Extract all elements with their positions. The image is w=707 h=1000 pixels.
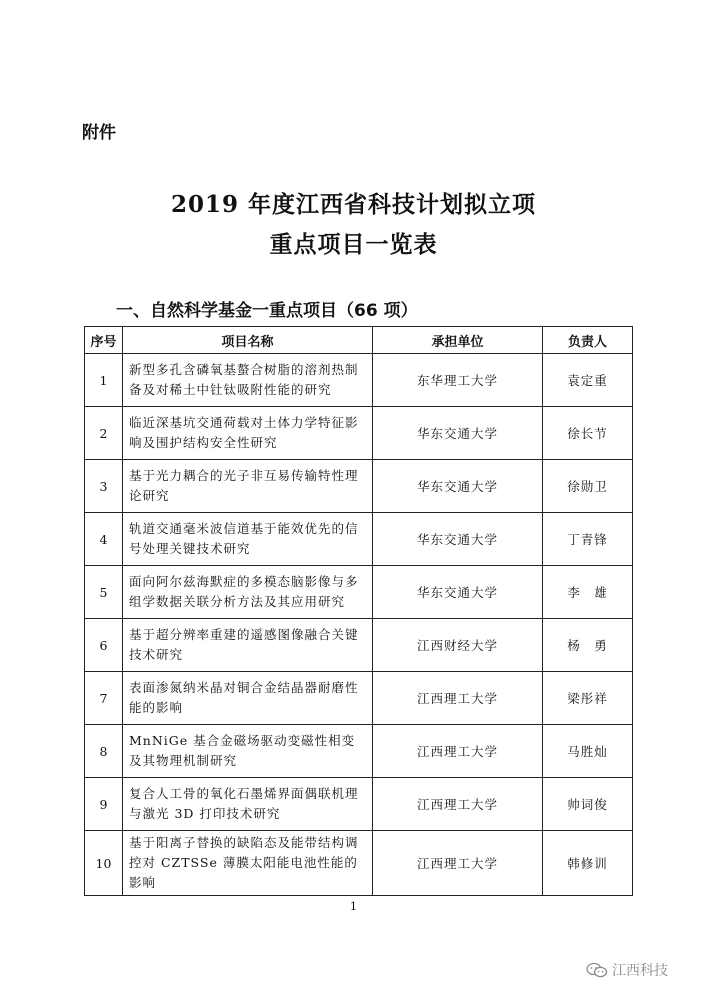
row-person: 袁定重 [543, 354, 633, 407]
row-unit: 华东交通大学 [373, 566, 543, 619]
row-project-name: MnNiGe 基合金磁场驱动变磁性相变及其物理机制研究 [123, 725, 373, 778]
row-unit: 江西理工大学 [373, 778, 543, 831]
row-number: 4 [85, 513, 123, 566]
row-person: 丁青锋 [543, 513, 633, 566]
table-row [85, 619, 633, 672]
table-header-row [85, 327, 633, 354]
row-unit: 江西理工大学 [373, 831, 543, 896]
header-number: 序号 [85, 327, 123, 354]
row-project-name: 新型多孔含磷氧基螯合树脂的溶剂热制备及对稀土中钍钛吸附性能的研究 [123, 354, 373, 407]
row-number: 1 [85, 354, 123, 407]
row-person: 帅词俊 [543, 778, 633, 831]
row-number: 10 [85, 831, 123, 896]
row-project-name: 基于光力耦合的光子非互易传输特性理论研究 [123, 460, 373, 513]
row-number: 5 [85, 566, 123, 619]
row-number: 6 [85, 619, 123, 672]
row-person: 徐勋卫 [543, 460, 633, 513]
row-person: 徐长节 [543, 407, 633, 460]
row-unit: 江西财经大学 [373, 619, 543, 672]
row-person: 马胜灿 [543, 725, 633, 778]
document-title-line1: 2019 年度江西省科技计划拟立项 [170, 191, 537, 218]
header-unit: 承担单位 [373, 327, 543, 354]
row-project-name: 面向阿尔兹海默症的多模态脑影像与多组学数据关联分析方法及其应用研究 [123, 566, 373, 619]
table-row [85, 407, 633, 460]
table-row [85, 831, 633, 896]
row-person: 韩修训 [543, 831, 633, 896]
row-project-name: 轨道交通毫米波信道基于能效优先的信号处理关键技术研究 [123, 513, 373, 566]
row-project-name: 基于阳离子替换的缺陷态及能带结构调控对 CZTSSe 薄膜太阳能电池性能的影响 [123, 831, 373, 896]
row-person: 梁彤祥 [543, 672, 633, 725]
wechat-icon [586, 962, 608, 978]
row-person: 杨 勇 [543, 619, 633, 672]
table-row [85, 566, 633, 619]
watermark-text: 江西科技 [612, 963, 668, 979]
project-table [84, 326, 633, 896]
row-project-name: 临近深基坑交通荷载对土体力学特征影响及围护结构安全性研究 [123, 407, 373, 460]
page-number: 1 [350, 900, 357, 913]
table-row [85, 672, 633, 725]
table-row [85, 725, 633, 778]
row-person: 李 雄 [543, 566, 633, 619]
watermark [586, 960, 668, 980]
document-title-line2: 重点项目一览表 [269, 231, 438, 258]
row-number: 7 [85, 672, 123, 725]
header-project-name: 项目名称 [123, 327, 373, 354]
row-project-name: 复合人工骨的氧化石墨烯界面偶联机理与激光 3D 打印技术研究 [123, 778, 373, 831]
row-project-name: 基于超分辨率重建的遥感图像融合关键技术研究 [123, 619, 373, 672]
row-unit: 华东交通大学 [373, 460, 543, 513]
row-unit: 华东交通大学 [373, 513, 543, 566]
attachment-label: 附件 [82, 123, 116, 143]
row-number: 9 [85, 778, 123, 831]
row-unit: 东华理工大学 [373, 354, 543, 407]
row-number: 8 [85, 725, 123, 778]
row-number: 3 [85, 460, 123, 513]
section-title: 一、自然科学基金一重点项目（66 项） [116, 301, 418, 321]
row-unit: 江西理工大学 [373, 725, 543, 778]
row-project-name: 表面渗氮纳米晶对铜合金结晶器耐磨性能的影响 [123, 672, 373, 725]
row-unit: 华东交通大学 [373, 407, 543, 460]
table-row [85, 460, 633, 513]
header-person: 负责人 [543, 327, 633, 354]
table-row [85, 354, 633, 407]
row-unit: 江西理工大学 [373, 672, 543, 725]
table-row [85, 778, 633, 831]
row-number: 2 [85, 407, 123, 460]
table-row [85, 513, 633, 566]
